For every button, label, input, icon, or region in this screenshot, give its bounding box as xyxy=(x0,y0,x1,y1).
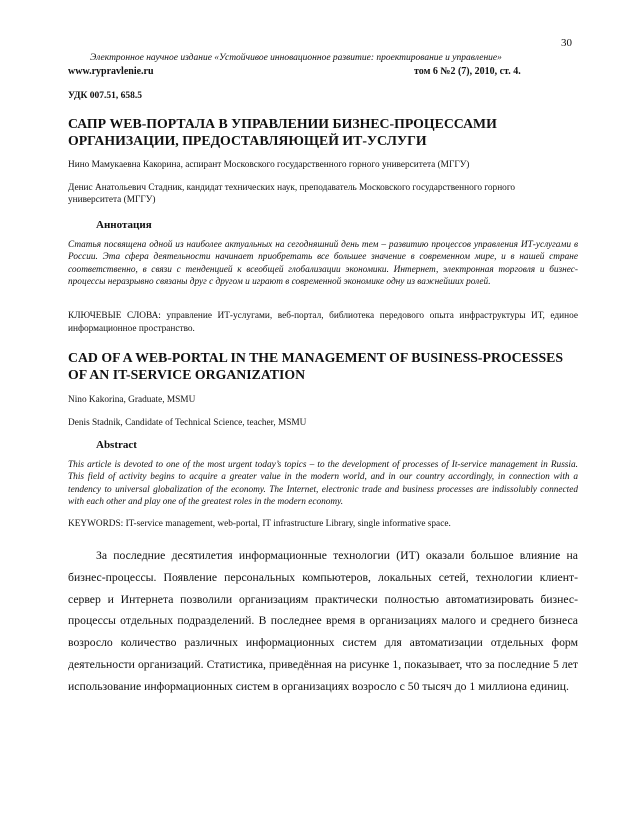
udk-code: УДК 007.51, 658.5 xyxy=(68,91,143,101)
page-number: 30 xyxy=(561,37,572,49)
body-paragraph-1: За последние десятилетия информационные технологии (ИТ) оказали большое влияние на бизнес-процессы. Появление персональных компьютеров, локальных сетей, технологии клиент-сервер и Интернета позволили организациям практически полностью автоматизировать бизнес-процессы отдельных подразделений. В последнее время в организациях малого и среднего бизнеса возросло количество различных информационных систем для автоматизации отдельных форм деятельности организаций. Статистика, приведённая на рисунке 1, показывает, что за последние 5 лет использование информационных систем в организациях возросло с 50 тысяч до 1 миллиона единиц. xyxy=(68,549,578,693)
abstract-en: This article is devoted to one of the most urgent today’s topics – to the development of processes of It-service management in Russia. This field of activity begins to acquire a greater value in the modern world, and in our country accordingly, in connection with a tendency to universal globalization of the economy. The Internet, electronic trade and business processes are indissolubly connected with each other and play one of the greatest roles in the modern economy. xyxy=(68,460,578,507)
abstract-ru: Статья посвящена одной из наиболее актуальных на сегодняшний день тем – развитию процессов управления ИТ-услугами в России. Эта сфера деятельности начинает приобретать все большее значение в современном мире, и в нашей стране соответственно, в связи с тенденцией к всеобщей глобализации экономики. Интернет, электронная торговля и бизнес-процессы неразрывно связаны друг с другом и играют в современной экономике одну из важнейших ролей. xyxy=(68,240,578,287)
abstract-heading-ru: Аннотация xyxy=(96,219,152,231)
title-en: CAD OF A WEB-PORTAL IN THE MANAGEMENT OF BUSINESS-PROCESSES OF AN IT-SERVICE ORGANIZATION xyxy=(68,350,564,382)
author-1-ru: Нино Мамукаевна Какорина, аспирант Московского государственного горного университета (МГГУ) xyxy=(68,160,470,170)
website-link[interactable]: www.rypravlenie.ru xyxy=(68,66,154,77)
journal-name: Электронное научное издание «Устойчивое инновационное развитие: проектирование и управление» xyxy=(90,53,502,63)
author-1-en: Nino Kakorina, Graduate, MSMU xyxy=(68,395,196,405)
issue-info: том 6 №2 (7), 2010, ст. 4. xyxy=(414,66,521,77)
title-ru: САПР WEB-ПОРТАЛА В УПРАВЛЕНИИ БИЗНЕС-ПРОЦЕССАМИ ОРГАНИЗАЦИИ, ПРЕДОСТАВЛЯЮЩЕЙ ИТ-УСЛУГИ xyxy=(68,116,497,148)
abstract-heading-en: Abstract xyxy=(96,439,137,451)
author-2-ru: Денис Анатольевич Стадник, кандидат технических наук, преподаватель Московского государственного горного университета (МГГУ) xyxy=(68,183,516,205)
keywords-ru: КЛЮЧЕВЫЕ СЛОВА: управление ИТ-услугами, веб-портал, библиотека передового опыта инфраструктуры ИТ, единое информационное пространство. xyxy=(68,311,578,334)
author-2-en: Denis Stadnik, Candidate of Technical Science, teacher, MSMU xyxy=(68,418,307,428)
keywords-en: KEYWORDS: IT-service management, web-portal, IT infrastructure Library, single informative space. xyxy=(68,519,451,529)
